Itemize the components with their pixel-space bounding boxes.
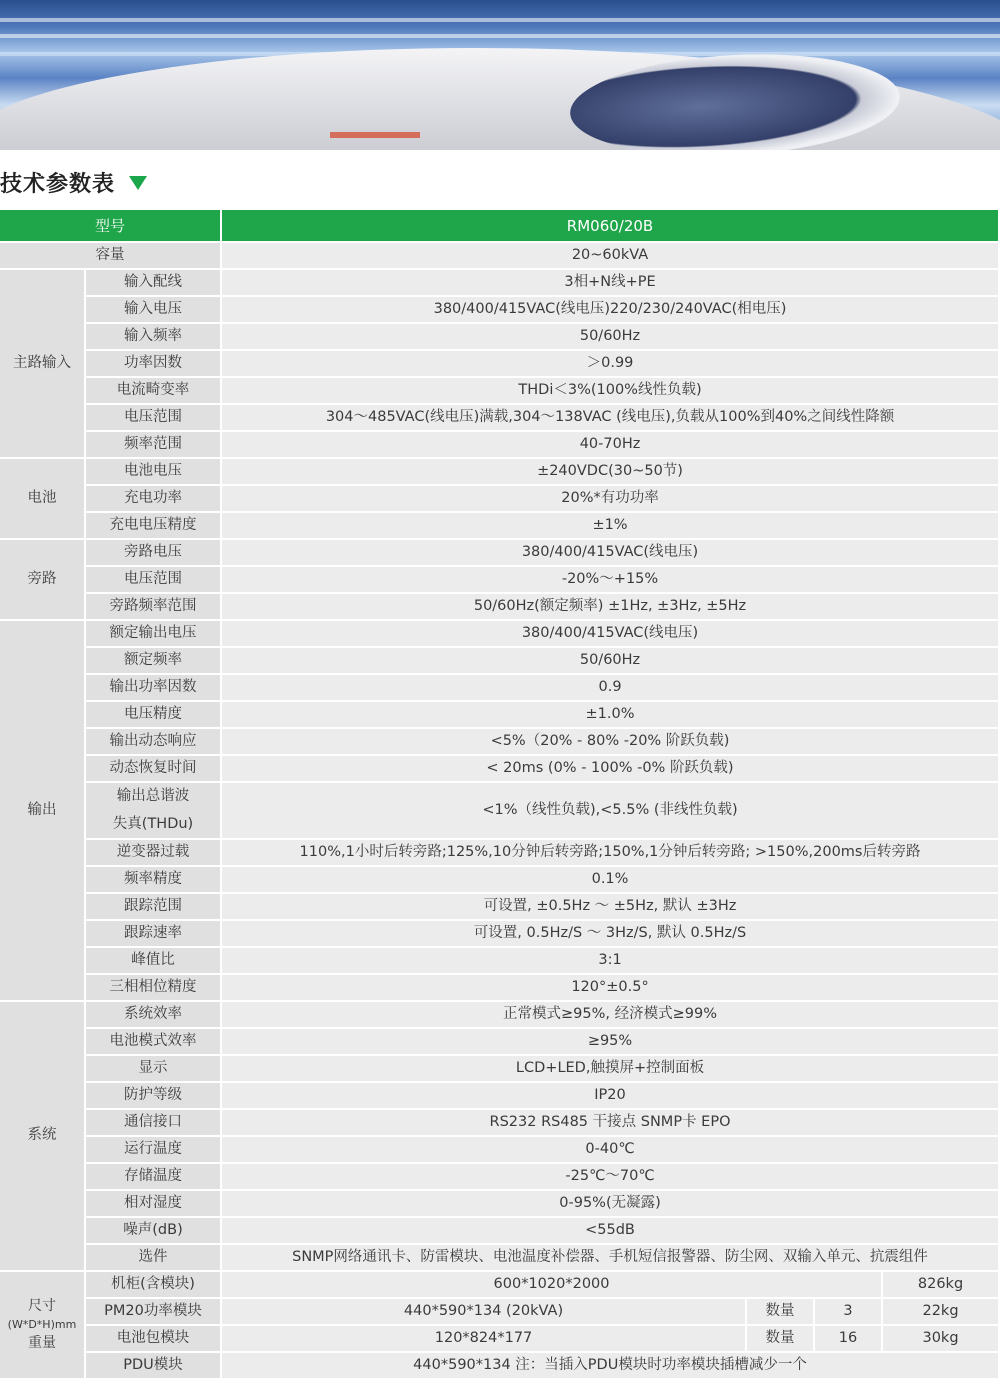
module-size: 440*590*134 (20kVA) [222,1299,747,1326]
table-row [0,351,1000,378]
group-label: 旁路 [0,540,86,621]
table-row [0,1056,1000,1083]
param-label: 运行温度 [86,1137,222,1164]
param-value: 50/60Hz [222,648,1000,675]
group-label: 主路输入 [0,270,86,459]
table-row [0,1164,1000,1191]
table-row [0,567,1000,594]
table-row [0,975,1000,1002]
module-qty-label: 数量 [747,1299,815,1326]
param-label: 跟踪速率 [86,921,222,948]
param-label: 旁路电压 [86,540,222,567]
param-value: 正常模式≥95%, 经济模式≥99% [222,1002,1000,1029]
module-qty: 16 [815,1326,883,1353]
param-value: 0.1% [222,867,1000,894]
param-label: 电压范围 [86,567,222,594]
param-value: <5%（20% - 80% -20% 阶跃负载) [222,729,1000,756]
group-label: 系统 [0,1002,86,1272]
param-label: 功率因数 [86,351,222,378]
table-row [0,921,1000,948]
param-value: ±240VDC(30~50节) [222,459,1000,486]
table-header-row [0,210,1000,243]
param-value: SNMP网络通讯卡、防雷模块、电池温度补偿器、手机短信报警器、防尘网、双输入单元、抗震组件 [222,1245,1000,1272]
table-row [0,702,1000,729]
param-label: 电池模式效率 [86,1029,222,1056]
param-label: 输出总谐波 失真(THDu) [86,783,222,840]
param-value: 380/400/415VAC(线电压)220/230/240VAC(相电压) [222,297,1000,324]
param-value: 20%*有功功率 [222,486,1000,513]
param-label: 相对湿度 [86,1191,222,1218]
triangle-down-icon [129,176,147,190]
param-label: 频率精度 [86,867,222,894]
table-row [0,405,1000,432]
module-size: 440*590*134 注：当插入PDU模块时功率模块插槽减少一个 [222,1353,1000,1380]
table-row [0,594,1000,621]
param-value: LCD+LED,触摸屏+控制面板 [222,1056,1000,1083]
table-row [0,840,1000,867]
module-qty-label: 数量 [747,1326,815,1353]
param-value: <1%（线性负载),<5.5% (非线性负载) [222,783,1000,840]
table-row [0,432,1000,459]
table-row [0,1137,1000,1164]
group-label: 电池 [0,459,86,540]
section-header [0,166,147,198]
dimensions-group-label [0,1272,86,1380]
param-value: 40-70Hz [222,432,1000,459]
table-row [0,1002,1000,1029]
dimensions-label-weight: 重量 [28,1335,56,1352]
capacity-label: 容量 [0,243,222,270]
table-row [0,867,1000,894]
param-label: 显示 [86,1056,222,1083]
param-value: 380/400/415VAC(线电压) [222,540,1000,567]
spec-table [0,210,1000,1380]
module-size: 120*824*177 [222,1326,747,1353]
module-label: PM20功率模块 [86,1299,222,1326]
param-label: 三相相位精度 [86,975,222,1002]
table-row [0,729,1000,756]
param-label: 充电功率 [86,486,222,513]
table-row [0,459,1000,486]
module-size: 600*1020*2000 [222,1272,883,1299]
table-row [0,243,1000,270]
param-value: -20%～+15% [222,567,1000,594]
param-label: 充电电压精度 [86,513,222,540]
param-label: 输出功率因数 [86,675,222,702]
module-qty: 3 [815,1299,883,1326]
table-row [0,948,1000,975]
param-label: 电压精度 [86,702,222,729]
table-row [0,1218,1000,1245]
param-value: 380/400/415VAC(线电压) [222,621,1000,648]
param-label: 跟踪范围 [86,894,222,921]
dimensions-label-size: 尺寸 [28,1297,56,1314]
model-label: 型号 [0,210,222,243]
param-value: ≥95% [222,1029,1000,1056]
param-label: 存储温度 [86,1164,222,1191]
param-value: 3相+N线+PE [222,270,1000,297]
param-value: < 20ms (0% - 100% -0% 阶跃负载) [222,756,1000,783]
table-row [0,1110,1000,1137]
param-value: RS232 RS485 干接点 SNMP卡 EPO [222,1110,1000,1137]
module-label: 机柜(含模块) [86,1272,222,1299]
param-label: 旁路频率范围 [86,594,222,621]
dimensions-label-unit: (W*D*H)mm [7,1317,77,1331]
param-value: 可设置, 0.5Hz/S ～ 3Hz/S, 默认 0.5Hz/S [222,921,1000,948]
dimension-row [0,1299,1000,1326]
table-row [0,1245,1000,1272]
param-label: 输入电压 [86,297,222,324]
param-label: 动态恢复时间 [86,756,222,783]
param-value: <55dB [222,1218,1000,1245]
param-value: 50/60Hz(额定频率) ±1Hz, ±3Hz, ±5Hz [222,594,1000,621]
table-row [0,648,1000,675]
table-row [0,486,1000,513]
param-value: 0-95%(无凝露) [222,1191,1000,1218]
param-label: 输入频率 [86,324,222,351]
table-row [0,675,1000,702]
table-row [0,783,1000,840]
param-value: 110%,1小时后转旁路;125%,10分钟后转旁路;150%,1分钟后转旁路; >150%,200ms后转旁路 [222,840,1000,867]
param-label: 电压范围 [86,405,222,432]
param-label: 电流畸变率 [86,378,222,405]
table-row [0,270,1000,297]
param-value: 可设置, ±0.5Hz ～ ±5Hz, 默认 ±3Hz [222,894,1000,921]
param-label: 额定输出电压 [86,621,222,648]
param-value: 3:1 [222,948,1000,975]
table-row [0,1083,1000,1110]
param-label: 频率范围 [86,432,222,459]
param-label: 额定频率 [86,648,222,675]
table-row [0,1029,1000,1056]
module-weight: 826kg [883,1272,1000,1299]
param-label: 逆变器过载 [86,840,222,867]
table-row [0,513,1000,540]
param-value: 120°±0.5° [222,975,1000,1002]
capacity-value: 20~60kVA [222,243,1000,270]
param-value: IP20 [222,1083,1000,1110]
table-row [0,540,1000,567]
table-row [0,894,1000,921]
dimension-row [0,1326,1000,1353]
dimension-row [0,1353,1000,1380]
param-value: 50/60Hz [222,324,1000,351]
param-label: 输出动态响应 [86,729,222,756]
table-row [0,621,1000,648]
param-value: ＞0.99 [222,351,1000,378]
section-title: 技术参数表 [0,171,116,197]
param-value: -25℃～70℃ [222,1164,1000,1191]
param-value: THDi＜3%(100%线性负载) [222,378,1000,405]
table-row [0,297,1000,324]
param-label: 系统效率 [86,1002,222,1029]
param-label: 通信接口 [86,1110,222,1137]
table-row [0,324,1000,351]
model-value: RM060/20B [222,210,1000,243]
param-label: 噪声(dB) [86,1218,222,1245]
param-value: 0-40℃ [222,1137,1000,1164]
module-weight: 22kg [883,1299,1000,1326]
param-value: ±1% [222,513,1000,540]
module-label: PDU模块 [86,1353,222,1380]
table-row [0,378,1000,405]
header-banner-image [0,0,1000,150]
param-label: 防护等级 [86,1083,222,1110]
param-value: ±1.0% [222,702,1000,729]
param-label: 输入配线 [86,270,222,297]
param-label: 峰值比 [86,948,222,975]
param-label: 电池电压 [86,459,222,486]
param-value: 0.9 [222,675,1000,702]
module-weight: 30kg [883,1326,1000,1353]
module-label: 电池包模块 [86,1326,222,1353]
group-label: 输出 [0,621,86,1002]
param-value: 304～485VAC(线电压)满载,304～138VAC (线电压),负载从100%到40%之间线性降额 [222,405,1000,432]
dimension-row [0,1272,1000,1299]
param-label: 选件 [86,1245,222,1272]
table-row [0,756,1000,783]
table-row [0,1191,1000,1218]
